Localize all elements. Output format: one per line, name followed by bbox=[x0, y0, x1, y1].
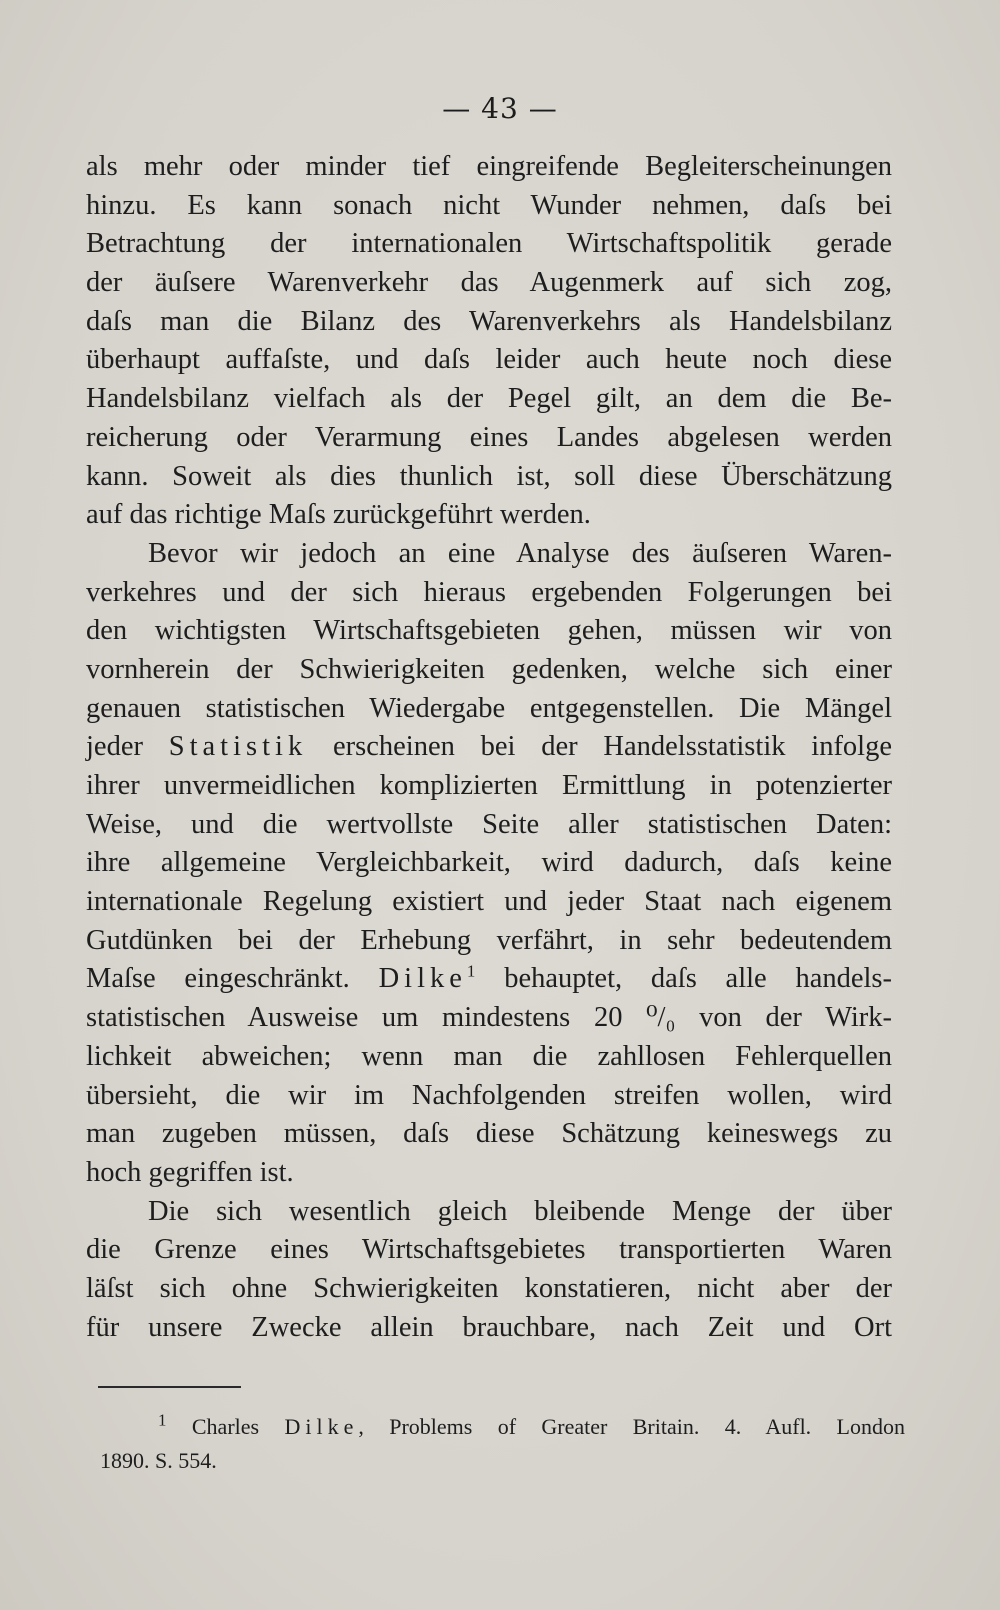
text-line: ihre allgemeine Vergleichbarkeit, wird dadurch, daſs keine bbox=[86, 847, 892, 879]
text-line: den wichtigsten Wirtschaftsgebieten gehen, müssen wir von bbox=[86, 615, 892, 647]
emphasized-author-name: Dilke bbox=[378, 963, 467, 995]
text-line: daſs man die Bilanz des Warenverkehrs als Handelsbilanz bbox=[86, 305, 892, 337]
text-line: läſst sich ohne Schwierigkeiten konstatieren, nicht aber der bbox=[86, 1272, 892, 1304]
text-line: auf das richtige Maſs zurückgeführt werden. bbox=[86, 499, 591, 531]
text-line: ihrer unvermeidlichen komplizierten Ermittlung in potenzierter bbox=[86, 770, 892, 801]
text-line: verkehres und der sich hieraus ergebenden Folgerungen bei bbox=[86, 576, 892, 608]
text-line: kann. Soweit als dies thunlich ist, soll diese Überschätzung bbox=[86, 460, 892, 492]
footnote-line: 1890. S. 554. bbox=[100, 1448, 217, 1473]
footnote-reference: 1 bbox=[466, 961, 476, 981]
text-line: Betrachtung der internationalen Wirtschaftspolitik gerade bbox=[86, 228, 892, 260]
text-line: der äuſsere Warenverkehr das Augenmerk auf sich zog, bbox=[86, 267, 892, 299]
text-line: die Grenze eines Wirtschaftsgebietes transportierten Waren bbox=[86, 1234, 892, 1266]
text-line: hinzu. Es kann sonach nicht Wunder nehmen, daſs bei bbox=[86, 189, 892, 221]
text-line: Die sich wesentlich gleich bleibende Menge der über bbox=[148, 1195, 892, 1227]
footnote bbox=[100, 1410, 905, 1478]
emphasized-word: Statistik bbox=[168, 731, 308, 763]
text-line: man zugeben müssen, daſs diese Schätzung keineswegs zu bbox=[86, 1118, 892, 1150]
text-line: überhaupt auffaſste, und daſs leider auch heute noch diese bbox=[86, 344, 892, 376]
text-line: Gutdünken bei der Erhebung verfährt, in sehr bedeutendem bbox=[86, 924, 892, 956]
page-number: — 43 — bbox=[442, 92, 558, 125]
footnote-text: , Problems of Greater Britain. 4. Aufl. London bbox=[358, 1414, 905, 1439]
footnote-author: Dilke bbox=[284, 1414, 359, 1439]
body-text bbox=[86, 148, 892, 1347]
text-line: für unsere Zwecke allein brauchbare, nach Zeit und Ort bbox=[86, 1311, 892, 1343]
text-line: reicherung oder Verarmung eines Landes abgelesen werden bbox=[86, 421, 892, 453]
text-line: hoch gegriffen ist. bbox=[86, 1156, 294, 1188]
text-line: Bevor wir jedoch an eine Analyse des äuſseren Waren- bbox=[148, 537, 892, 569]
text-line: übersieht, die wir im Nachfolgenden streifen wollen, wird bbox=[86, 1079, 892, 1111]
text-line: Weise, und die wertvollste Seite aller statistischen Daten: bbox=[86, 808, 892, 840]
text-run: Maſse eingeschränkt. bbox=[86, 963, 350, 995]
text-run: jeder bbox=[86, 731, 143, 763]
text-line: genauen statistischen Wiedergabe entgegenstellen. Die Mängel bbox=[86, 692, 892, 724]
text-line: als mehr oder minder tief eingreifende Begleiterscheinungen bbox=[86, 151, 892, 182]
text-line: Handelsbilanz vielfach als der Pegel gilt, an dem die Be- bbox=[86, 383, 892, 415]
text-line: statistischen Ausweise um mindestens 20 ⁰/₀ von der Wirk- bbox=[86, 1002, 892, 1034]
footnote-text: Charles bbox=[191, 1414, 260, 1439]
footnote-divider bbox=[98, 1386, 241, 1388]
text-line: lichkeit abweichen; wenn man die zahllosen Fehlerquellen bbox=[86, 1040, 892, 1072]
text-run: erscheinen bei der Handelsstatistik infolge bbox=[333, 731, 893, 763]
text-line-with-emphasis bbox=[86, 960, 892, 999]
text-line-with-emphasis bbox=[86, 728, 892, 767]
footnote-marker: 1 bbox=[158, 1410, 167, 1430]
text-run: behauptet, daſs alle handels- bbox=[504, 963, 893, 995]
text-line: vornherein der Schwierigkeiten gedenken, welche sich einer bbox=[86, 653, 892, 685]
text-line: internationale Regelung existiert und jeder Staat nach eigenem bbox=[86, 886, 892, 918]
footnote-line bbox=[100, 1410, 905, 1444]
